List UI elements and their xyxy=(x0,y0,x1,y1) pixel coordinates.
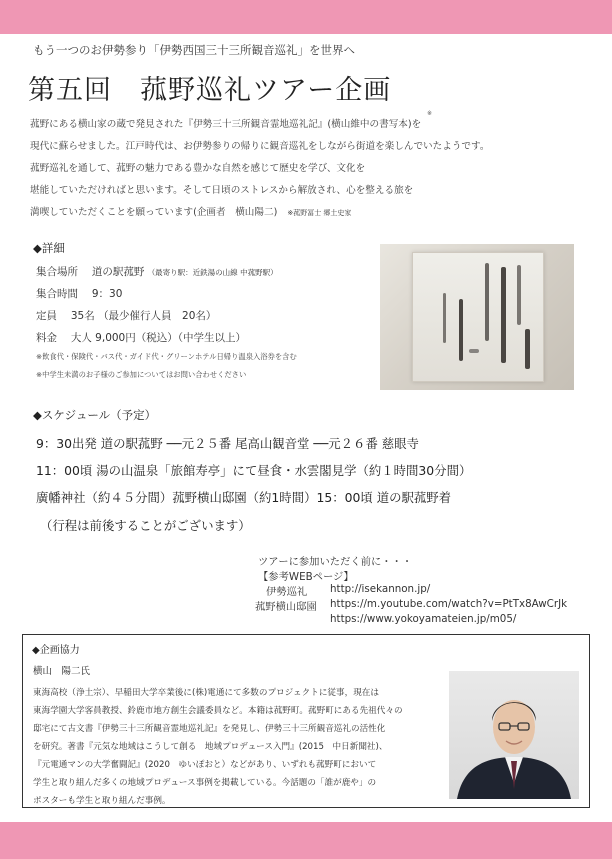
detail-meeting xyxy=(36,264,278,279)
fee-value: 大人 9,000円（税込）（中学生以上） xyxy=(70,332,246,344)
schedule-heading: ◆スケジュール（予定） xyxy=(33,408,157,422)
schedule-line-3: 廣幡神社（約４５分間）菰野横山邸園（約1時間）15：00頃 道の駅菰野着 xyxy=(36,490,452,505)
fee-label: 料金 xyxy=(36,332,57,344)
page-title: 第五回 菰野巡礼ツアー企画 xyxy=(28,75,392,106)
cooperator-name: 横山 陽二氏 xyxy=(33,666,91,677)
time-label: 集合時間 xyxy=(36,288,78,300)
intro-line-2: 現代に蘇らせました。江戸時代は、お伊勢参りの帰りに観音巡礼をしながら街道を楽しんでいたようです。 xyxy=(30,141,490,152)
cooperation-heading: ◆企画協力 xyxy=(32,645,80,656)
detail-capacity xyxy=(36,308,216,323)
subtitle: もう一つのお伊勢参り「伊勢西国三十三所観音巡礼」を世界へ xyxy=(33,43,355,57)
reference-intro: ツアーに参加いただく前に・・・ xyxy=(258,556,413,568)
bio-line-7: ポスターも学生と取り組んだ事例。 xyxy=(33,796,171,806)
meeting-label: 集合場所 xyxy=(36,266,78,278)
reference-site-2-link[interactable]: https://m.youtube.com/watch?v=PtTx8AwCrJk xyxy=(330,598,568,610)
intro-line-4: 堪能していただければと思います。そして日頃のストレスから解放され、心を整える旅を xyxy=(30,185,414,196)
reference-site-2-name: 菰野横山邸園 xyxy=(255,601,317,613)
capacity-value: 35名 xyxy=(70,310,95,322)
time-value: 9：30 xyxy=(91,288,123,300)
intro-mark: ※ xyxy=(427,110,433,117)
capacity-label: 定員 xyxy=(36,310,57,322)
intro-line-3: 菰野巡礼を通して、菰野の魅力である豊かな自然を感じて歴史を学び、文化を xyxy=(30,163,366,174)
detail-time xyxy=(36,286,122,301)
reference-site-3-link[interactable]: https://www.yokoyamateien.jp/m05/ xyxy=(330,613,517,625)
reference-label: 【参考WEBページ】 xyxy=(258,571,354,583)
cooperator-photo xyxy=(449,671,579,799)
detail-note-1: ※飲食代・保険代・バス代・ガイド代・グリーンホテル日帰り温泉入浴券を含む xyxy=(36,352,297,361)
cooperation-box xyxy=(22,634,590,808)
bio-line-1: 東海高校（浄土宗）、早稲田大学卒業後に(株)電通にて多数のプロジェクトに従事，現在は xyxy=(33,688,379,698)
intro-line-1 xyxy=(30,116,421,130)
person-silhouette xyxy=(449,671,579,799)
meeting-note: （最寄り駅：近鉄湯の山線 中菰野駅） xyxy=(147,268,278,277)
schedule-line-4: （行程は前後することがございます） xyxy=(40,518,251,533)
reference-site-1-link[interactable]: http://isekannon.jp/ xyxy=(330,583,431,595)
manuscript-photo xyxy=(380,244,574,390)
detail-fee xyxy=(36,330,246,345)
details-heading: ◆詳細 xyxy=(33,241,65,255)
intro-line-5 xyxy=(30,204,351,218)
detail-note-2: ※中学生未満のお子様のご参加についてはお問い合わせください xyxy=(36,370,247,379)
bottom-band xyxy=(0,822,612,859)
intro-line-5-note: ※菰野冨士 郷土史家 xyxy=(287,209,352,217)
capacity-note: （最少催行人員 20名） xyxy=(98,310,217,322)
manuscript-page xyxy=(412,252,544,382)
intro-line-1-text: 菰野にある横山家の蔵で発見された『伊勢三十三所観音霊地巡礼記』(横山維中の書写本)を xyxy=(30,119,422,130)
bio-line-5: 『元電通マンの大学奮闘記』(2020 ゆいぽおと）などがあり、いずれも菰野町において xyxy=(33,760,377,770)
intro-line-5-text: 満喫していただくことを願っています(企画者 横山陽二) xyxy=(30,207,278,218)
bio-line-6: 学生と取り組んだ多くの地域プロデュース事例を掲載している。今話題の「誰が鹿や」の xyxy=(33,778,377,788)
schedule-line-1: 9：30出発 道の駅菰野 ──元２５番 尾高山観音堂 ──元２６番 慈眼寺 xyxy=(36,436,419,451)
reference-site-1-name: 伊勢巡礼 xyxy=(266,586,308,598)
top-band xyxy=(0,0,612,34)
meeting-value: 道の駅菰野 xyxy=(91,266,145,278)
bio-line-4: を研究。著書『元気な地域はこうして創る 地域プロデュース入門』(2015 中日新聞社)、 xyxy=(33,742,388,752)
schedule-line-2: 11：00頃 湯の山温泉「旅館寿亭」にて昼食・水雲閣見学（約１時間30分間） xyxy=(36,463,472,478)
bio-line-3: 邸宅にて古文書『伊勢三十三所観音霊地巡礼記』を発見し、伊勢三十三所観音巡礼の活性化 xyxy=(33,724,386,734)
bio-line-2: 東海学園大学客員教授、鈴鹿市地方創生会議委員など。本籍は菰野町。菰野町にある先祖代々の xyxy=(33,706,403,716)
